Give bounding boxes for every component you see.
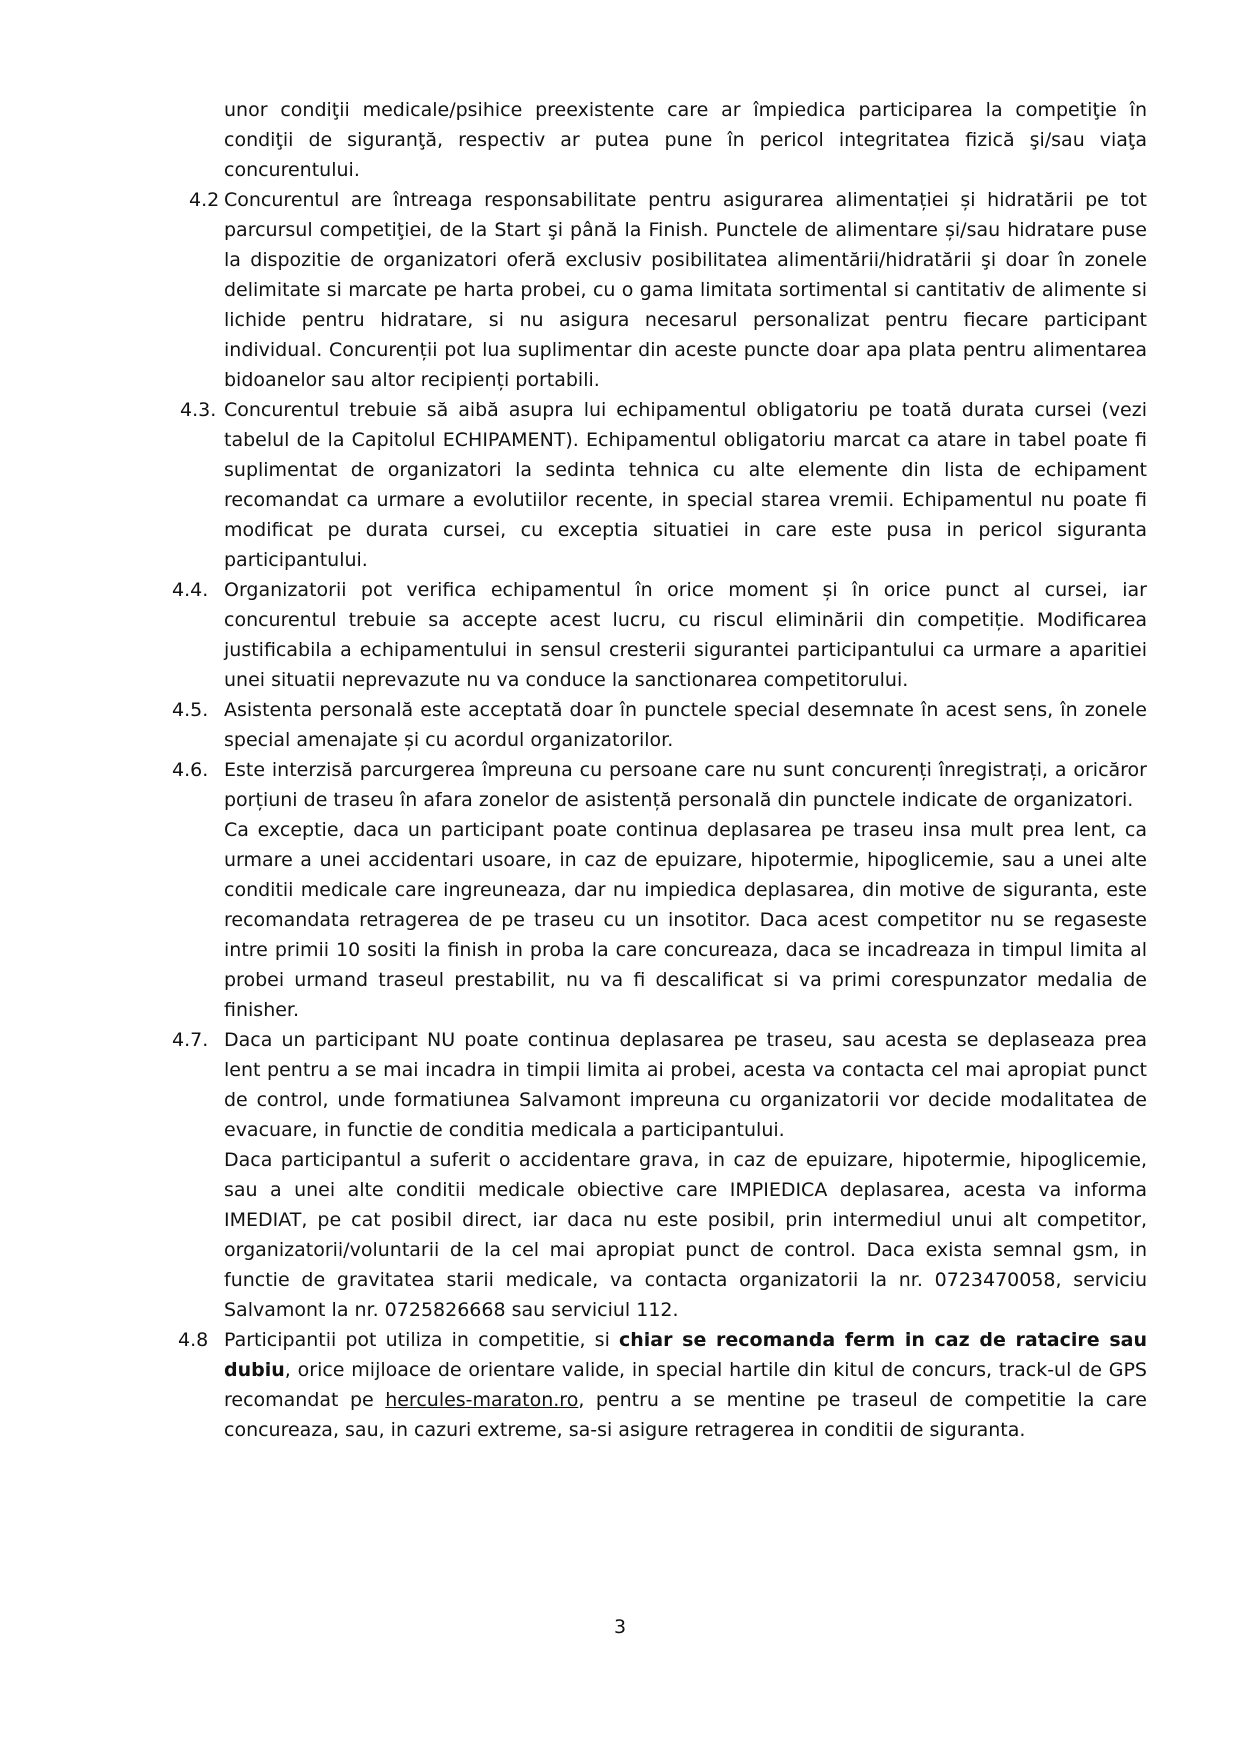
section-text-exception: Ca exceptie, daca un participant poate continua deplasarea pe traseu insa mult prea lent, ca urmare a unei accidentari usoare, in caz de epuizare, hipotermie, hipoglicemie, sau a unei alte conditii medicale care ingreuneaza, dar nu impiedica deplasarea, din motive de siguranta, este recomandata retragerea de pe traseu cu un insotitor. Daca acest competitor nu se regaseste intre primii 10 sositi la finish in proba la care concureaza, daca se incadreaza in timpul limita al probei urmand traseul prestabilit, nu va fi descalificat si va primi corespunzator medalia de finisher. — [224, 819, 1147, 1021]
section-text: Concurentul trebuie să aibă asupra lui echipamentul obligatoriu pe toată durata cursei (vezi tabelul de la Capitolul ECHIPAMENT). Echipamentul obligatoriu marcat ca atare in tabel poate fi suplimentat de organizatori la sedinta tehnica cu alte elemente din lista de echipament recomandat ca urmare a evolutiilor recente, in special starea vremii. Echipamentul nu poate fi modificat pe durata cursei, cu exceptia situatiei in care este pusa in pericol siguranta participantului. — [224, 399, 1147, 571]
section-text-bold: chiar se recomanda ferm in caz de ratacire sau dubiu — [224, 1329, 1147, 1381]
section-4-3 — [180, 395, 1147, 575]
section-4-7 — [172, 1025, 1147, 1325]
section-text: Este interzisă parcurgerea împreuna cu persoane care nu sunt concurenți înregistrați, a oricăror porțiuni de traseu în afara zonelor de asistență personală din punctele indicate de organizatori. — [224, 759, 1147, 811]
section-number: 4.7. — [172, 1029, 209, 1051]
document-body — [0, 95, 1240, 1445]
section-4-4 — [172, 575, 1147, 695]
section-4-5 — [172, 695, 1147, 755]
section-text-middle: , orice mijloace de orientare valide, in special hartile din kitul de concurs, track-ul de GPS recomandat pe — [224, 1359, 1147, 1411]
section-number: 4.8 — [178, 1329, 209, 1351]
section-number: 4.6. — [172, 759, 209, 781]
section-number: 4.4. — [172, 579, 209, 601]
section-text: Asistenta personală este acceptată doar în punctele special desemnate în acest sens, în zonele special amenajate și cu acordul organizatorilor. — [224, 699, 1147, 751]
section-text-end: , pentru a se mentine pe traseul de competitie la care concureaza, sau, in cazuri extreme, sa-si asigure retragerea in conditii de siguranta. — [224, 1389, 1147, 1441]
section-text: Daca un participant NU poate continua deplasarea pe traseu, sau acesta se deplaseaza prea lent pentru a se mai incadra in timpii limita ai probei, acesta va contacta cel mai apropiat punct de control, unde formatiunea Salvamont impreuna cu organizatorii vor decide modalitatea de evacuare, in functie de conditia medicala a participantului. — [224, 1029, 1147, 1141]
section-number: 4.5. — [172, 699, 209, 721]
section-4-2 — [189, 185, 1147, 395]
website-link[interactable]: hercules-maraton.ro — [385, 1389, 579, 1411]
section-text: Concurentul are întreaga responsabilitate pentru asigurarea alimentației și hidratării pe tot parcursul competiţiei, de la Start şi până la Finish. Punctele de alimentare și/sau hidratare puse la dispozitie de organizatori oferă exclusiv posibilitatea alimentării/hidratării şi doar în zonele delimitate si marcate pe harta probei, cu o gama limitata sortimental si cantitativ de alimente si lichide pentru hidratare, si nu asigura necesarul personalizat pentru fiecare participant individual. Concurenții pot lua suplimentar din aceste puncte doar apa plata pentru alimentarea bidoanelor sau altor recipienți portabili. — [224, 189, 1147, 391]
continuation-paragraph: unor condiţii medicale/psihice preexistente care ar împiedica participarea la competiţie în condiţii de siguranţă, respectiv ar putea pune în pericol integritatea fizică şi/sau viaţa concurentului. — [224, 99, 1147, 181]
page-number: 3 — [613, 1616, 627, 1638]
section-text-emergency: Daca participantul a suferit o accidentare grava, in caz de epuizare, hipotermie, hipoglicemie, sau a unei alte conditii medicale obiective care IMPIEDICA deplasarea, acesta va informa IMEDIAT, pe cat posibil direct, iar daca nu este posibil, prin intermediul unui alt competitor, organizatorii/voluntarii de la cel mai apropiat punct de control. Daca exista semnal gsm, in functie de gravitatea starii medicale, va contacta organizatorii la nr. 0723470058, serviciu Salvamont la nr. 0725826668 sau serviciul 112. — [224, 1149, 1147, 1321]
section-4-6 — [172, 755, 1147, 1025]
section-text-start: Participantii pot utiliza in competitie, si — [224, 1329, 619, 1351]
section-4-8 — [178, 1325, 1147, 1445]
section-text: Organizatorii pot verifica echipamentul în orice moment și în orice punct al cursei, iar concurentul trebuie sa accepte acest lucru, cu riscul eliminării din competiție. Modificarea justificabila a echipamentului in sensul cresterii sigurantei participantului ca urmare a aparitiei unei situatii neprevazute nu va conduce la sanctionarea competitorului. — [224, 579, 1147, 691]
section-number: 4.2 — [189, 189, 220, 211]
section-number: 4.3. — [180, 399, 217, 421]
